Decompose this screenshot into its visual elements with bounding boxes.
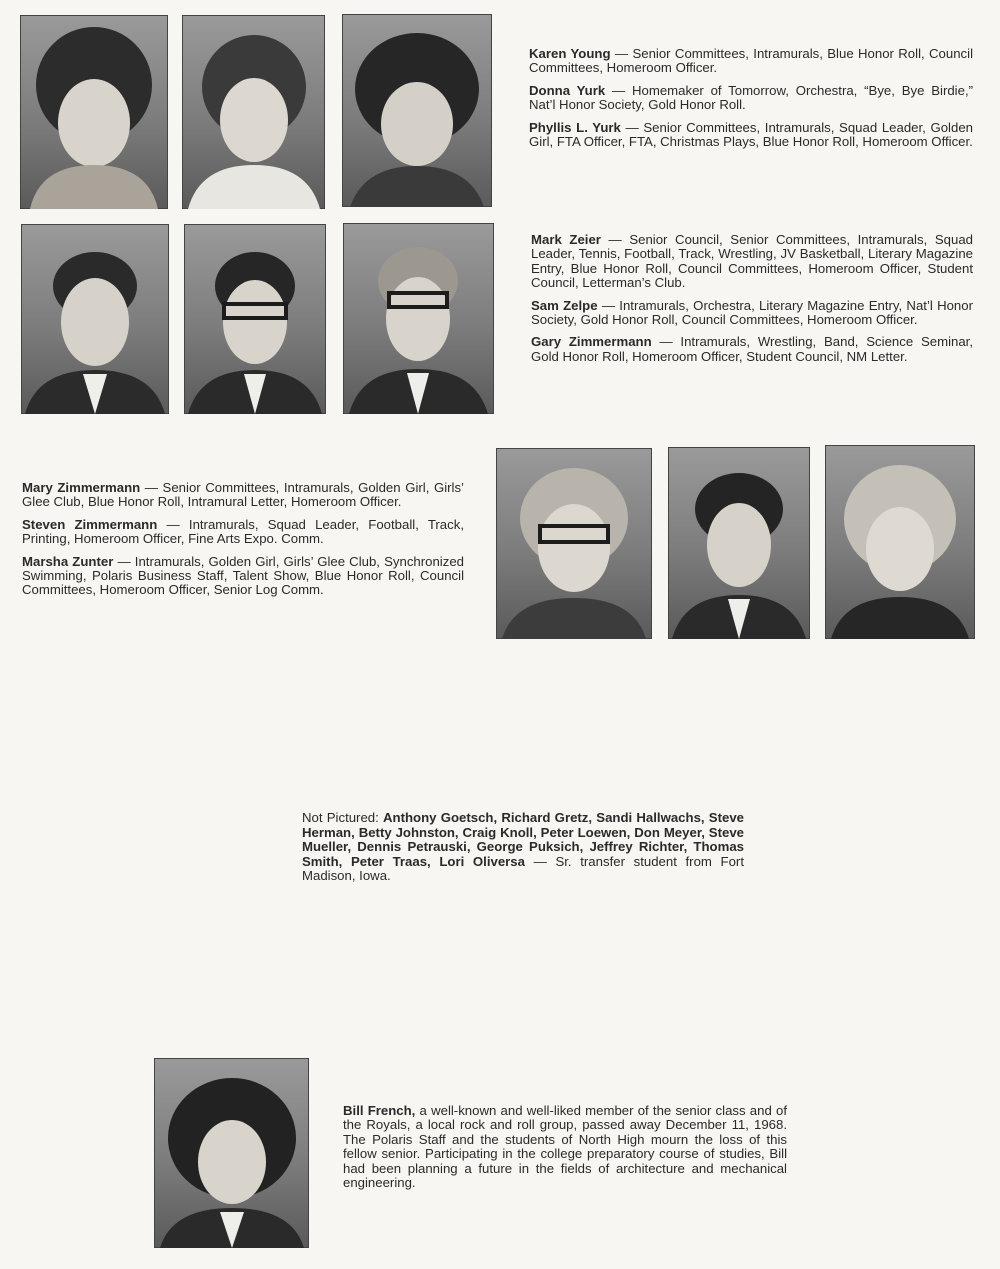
portrait-photo-marsha-zunter [825,445,975,639]
portrait-photo-bill-french [154,1058,309,1248]
not-pictured-note: — Sr. transfer student from Fort Madison, Iowa. [302,853,744,884]
portrait-photo-sam-zelpe [184,224,326,414]
portrait-figure [668,447,810,639]
portrait-figure [182,15,325,209]
portrait-figure [496,448,652,639]
memorial-paragraph [343,1104,787,1190]
portrait-figure [20,15,168,209]
entries-left [22,481,464,606]
portrait-photo-mary-zimmermann [496,448,652,639]
memorial-name: Bill French, [343,1103,416,1118]
memorial-text: a well-known and well-liked member of the senior class and of the Royals, a local rock and roll group, passed away December 11, 1968. The Polaris Staff and the students of North High mourn the loss of this fellow senior. Participating in the college preparatory course of studies, Bill had been planning a future in the fields of architecture and mechanical engineering. [343,1103,788,1191]
not-pictured-label: Not Pictured: [302,810,384,825]
portrait-photo-karen-young [20,15,168,209]
entry-donna-yurk: Donna Yurk — Homemaker of Tomorrow, Orchestra, “Bye, Bye Birdie,” Nat’l Honor Society, Gold Honor Roll. [529,82,974,113]
entry-mark-zeier: Mark Zeier — Senior Council, Senior Committees, Intramurals, Squad Leader, Tennis, Football, Track, Wrestling, JV Basketball, Literary Magazine Entry, Blue Honor Roll, Council Committees, Homeroom Officer, Student Council, Letterman’s Club. [531,232,973,291]
portrait-photo-phyllis-yurk [342,14,492,207]
entry-marsha-zunter: Marsha Zunter — Intramurals, Golden Girl, Girls’ Glee Club, Synchronized Swimming, Polaris Business Staff, Talent Show, Blue Honor Roll, Council Committees, Homeroom Officer, Senior Log Comm. [22,553,464,598]
entries-middle [531,233,973,372]
portrait-figure [154,1058,309,1248]
portrait-photo-steven-zimmermann [668,447,810,639]
entry-steven-zimmermann: Steven Zimmermann — Intramurals, Squad Leader, Football, Track, Printing, Homeroom Officer, Fine Arts Expo. Comm. [22,516,464,547]
not-pictured-list [302,811,744,884]
entry-karen-young: Karen Young — Senior Committees, Intramurals, Blue Honor Roll, Council Committees, Homeroom Officer. [529,46,973,76]
portrait-photo-donna-yurk [182,15,325,209]
portrait-figure [825,445,975,639]
entry-mary-zimmermann: Mary Zimmermann — Senior Committees, Intramurals, Golden Girl, Girls’ Glee Club, Blue Honor Roll, Intramural Letter, Homeroom Officer. [22,480,464,510]
portrait-photo-gary-zimmermann [343,223,494,414]
entries-top [529,47,973,157]
portrait-figure [342,14,492,207]
portrait-figure [343,223,494,414]
entry-phyllis-yurk: Phyllis L. Yurk — Senior Committees, Intramurals, Squad Leader, Golden Girl, FTA Officer, FTA, Christmas Plays, Blue Honor Roll, Homeroom Officer. [529,119,973,150]
entry-gary-zimmermann: Gary Zimmermann — Intramurals, Wrestling, Band, Science Seminar, Gold Honor Roll, Homeroom Officer, Student Council, NM Letter. [531,334,973,364]
portrait-photo-mark-zeier [21,224,169,414]
entry-sam-zelpe: Sam Zelpe — Intramurals, Orchestra, Literary Magazine Entry, Nat’l Honor Society, Gold Honor Roll, Council Committees, Homeroom Officer. [531,297,973,328]
not-pictured-names: Anthony Goetsch, Richard Gretz, Sandi Hallwachs, Steve Herman, Betty Johnston, Craig Knoll, Peter Loewen, Don Meyer, Steve Mueller, Dennis Petrauski, George Puksich, Jeffrey Richter, Thomas Smith, Peter Traas, Lori Oliversa [302,810,744,869]
portrait-figure [184,224,326,414]
portrait-figure [21,224,169,414]
